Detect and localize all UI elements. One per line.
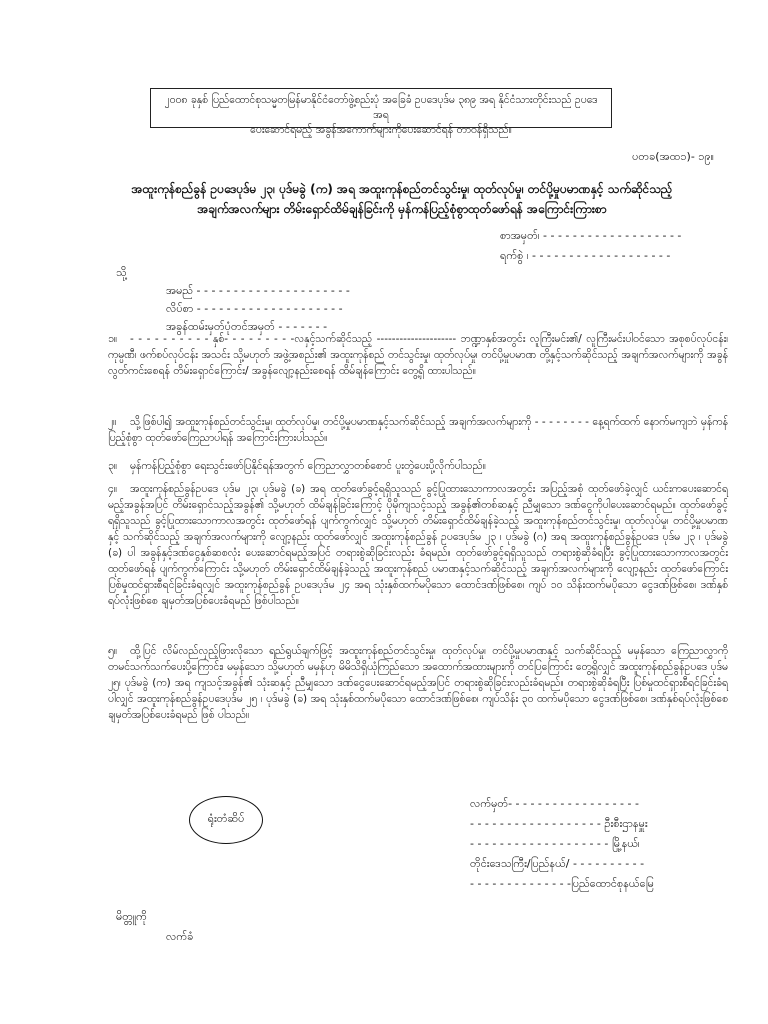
- signature-block: [470, 794, 750, 894]
- letter-date-field: ရက်စွဲ ၊ - - - - - - - - - - - - - - - - - - -: [500, 249, 671, 262]
- paragraph-text: သို့ဖြစ်ပါ၍ အထူးကုန်စည်တင်သွင်းမှု၊ ထုတ်လုပ်မှု၊ တင်ပို့မှုပမာဏနှင့်သက်ဆိုင်သည့် အချက်အလက်များကို - - - - - - - - နေ့ရက်ထက် နောက်မကျဘဲ မှန်ကန်ပြည့်စုံစွာ ထုတ်ဖော်ကြေညာပါရန် အကြောင်းကြားပါသည်။: [108, 416, 728, 444]
- title-line-2: အချက်အလက်များ တိမ်းရှောင်ထိမ်ချန်ခြင်းကို မှန်ကန်ပြည့်စုံစွာထုတ်ဖော်ရန် အကြောင်းကြားစာ: [197, 202, 607, 216]
- paragraph-number: ၃။: [108, 460, 118, 472]
- paragraph-number: ၄။: [108, 483, 118, 495]
- director-line: - - - - - - - - - - - - - - - - - - ဦးစီးဌာနမှူး: [470, 817, 648, 830]
- paragraph-number: ၅။: [108, 645, 118, 657]
- copy-recipient: လက်ခံ: [166, 930, 194, 943]
- paragraph-1: [108, 331, 728, 379]
- paragraph-number: ၂။: [108, 416, 117, 428]
- office-seal: [189, 796, 263, 844]
- paragraph-text: မှန်ကန်ပြည့်စုံစွာ ရေးသွင်းဖော်ပြနိုင်ရန်အတွက် ကြေညာလွှာတစ်စောင် ပူးတွဲပေးပို့လိုက်ပါသည်။: [130, 460, 486, 472]
- union-territory-line: - - - - - - - - - - - - - -ပြည်ထောင်စုနယ်မြေ: [470, 877, 654, 890]
- paragraph-text: ထို့ပြင် လိမ်လည်လှည့်ဖြားလိုသော ရည်ရွယ်ချက်ဖြင့် အထူးကုန်စည်တင်သွင်းမှု၊ ထုတ်လုပ်မှု၊ တင်ပို့မှုပမာဏနှင့် သက်ဆိုင်သည့် မမှန်သော ကြေညာလွှာကို တမင်သက်သက်ပေးပို့ကြောင်း၊ မမှန်သော သို့မဟုတ် မမှန်ဟု မိမိသိရှိယုံကြည်သော အထောက်အထားများကို တင်ပြကြောင်း တွေ့ရှိလျှင် အထူးကုန်စည်ခွန်ဥပဒေ ပုဒ်မ ၂၅၊ ပုဒ်မခွဲ (က) အရ ကျသင့်အခွန်၏ သုံးဆနှင့် ညီမျှသော ဒဏ်ငွေပေးဆောင်ရမည့်အပြင် တရားစွဲဆိုခြင်းလည်းခံရမည်။ တရားစွဲဆိုခံရပြီး ပြစ်မှုထင်ရှားစီရင်ခြင်းခံရပါလျှင် အထူးကုန်စည်ခွန်ဥပဒေပုဒ်မ ၂၅ ၊ ပုဒ်မခွဲ (ခ) အရ သုံးနှစ်ထက်မပိုသော ထောင်ဒဏ်ဖြစ်စေ၊ ကျပ်သိန်း ၃၀ ထက်မပိုသော ငွေဒဏ်ဖြစ်စေ၊ ဒဏ်နှစ်ရပ်လုံးဖြစ်စေ ချမှတ်အပြစ်ပေးခံရမည် ဖြစ် ပါသည်။: [108, 645, 728, 721]
- paragraph-2: [108, 414, 728, 446]
- addressee-name-field: အမည် - - - - - - - - - - - - - - - - - - - - -: [166, 284, 350, 297]
- form-reference-number: ပတခ(အထ၁)- ၁၉။: [632, 150, 714, 163]
- letter-meta: [500, 226, 760, 266]
- paragraph-number: ၁။: [108, 333, 118, 345]
- title-line-1: အထူးကုန်စည်ခွန် ဥပဒေပုဒ်မ ၂၃၊ ပုဒ်မခွဲ (က) အရ အထူးကုန်စည်တင်သွင်းမှု၊ ထုတ်လုပ်မှု၊ တင်ပို့မှုပမာဏနှင့် သက်ဆိုင်သည့်: [131, 182, 673, 196]
- office-seal-label: ရုံးတံဆိပ်: [207, 812, 245, 825]
- notice-line-1: ၂၀၀၈ ခုနှစ် ပြည်ထောင်စုသမ္မတမြန်မာနိုင်ငံတော်ဖွဲ့စည်းပုံ အခြေခံ ဥပဒေပုဒ်မ ၃၈၉ အရ နိုင်ငံသားတိုင်းသည် ဥပဒေအရ: [164, 94, 598, 121]
- addressee-address-field: လိပ်စာ - - - - - - - - - - - - - - - - - - - -: [166, 302, 343, 315]
- paragraph-3: [108, 458, 728, 474]
- paragraph-5: [108, 643, 728, 723]
- document-title: [92, 179, 712, 219]
- region-line: တိုင်းဒေသကြီး/ပြည်နယ်/ - - - - - - - - - -: [470, 857, 645, 870]
- paragraph-4: [108, 481, 728, 609]
- notice-line-2: ပေးဆောင်ရမည့် အခွန်အကောက်များကိုပေးဆောင်ရန် တာဝန်ရှိသည်။: [250, 124, 512, 136]
- paragraph-text: အထူးကုန်စည်ခွန်ဥပဒေ ပုဒ်မ ၂၃၊ ပုဒ်မခွဲ (ခ) အရ ထုတ်ဖော်ခွင့်ရရှိသူသည် ခွင့်ပြုထားသောကာလအတွင်း အပြည့်အစုံ ထုတ်ဖော်ခဲ့လျှင် ယင်းကပေးဆောင်ရမည့်အခွန်အပြင် တိမ်းရှောင်သည့်အခွန်၏ သို့မဟုတ် ထိမ်ချန်ခြင်းကြောင့် ပိုမိုကျသင့်သည့် အခွန်၏တစ်ဆနှင့် ညီမျှသော ဒဏ်ငွေကိုပါပေးဆောင်ရမည်။ ထုတ်ဖော်ခွင့်ရရှိသူသည် ခွင့်ပြုထားသောကာလအတွင်း ထုတ်ဖော်ရန် ပျက်ကွက်လျှင် သို့မဟုတ် တိမ်းရှောင်ထိမ်ချန်ခဲ့သည့် အထူးကုန်စည်တင်သွင်းမှု၊ ထုတ်လုပ်မှု၊ တင်ပို့မှုပမာဏနှင့် သက်ဆိုင်သည့် အချက်အလက်များကို လျော့နည်း ထုတ်ဖော်လျှင် အထူးကုန်စည်ခွန် ဥပဒေပုဒ်မ ၂၃ ၊ ပုဒ်မခွဲ (ဂ) အရ အထူးကုန်စည်ခွန်ဥပဒေ ပုဒ်မ ၂၃ ၊ ပုဒ်မခွဲ (ခ) ပါ အခွန်နှင့်ဒဏ်ငွေနှစ်ဆစလုံး ပေးဆောင်ရမည့်အပြင် တရားစွဲဆိုခြင်းလည်း ခံရမည်။ ထုတ်ဖော်ခွင့်ရရှိသူသည် တရားစွဲဆိုခံရပြီး ခွင့်ပြုထားသောကာလအတွင်း ထုတ်ဖော်ရန် ပျက်ကွက်ကြောင်း သို့မဟုတ် တိမ်းရှောင်ထိမ်ချန်ခဲ့သည့် အထူးကုန်စည် ပမာဏနှင့်သက်ဆိုင်သည့် အချက်အလက်များကို လျော့နည်း ထုတ်ဖော်ကြောင်း ပြစ်မှုထင်ရှားစီရင်ခြင်းခံရလျှင် အထူးကုန်စည်ခွန် ဥပဒေပုဒ်မ ၂၄ အရ သုံးနှစ်ထက်မပိုသော ထောင်ဒဏ်ဖြစ်စေ၊ ကျပ် ၁၀ သိန်းထက်မပိုသော ငွေဒဏ်ဖြစ်စေ၊ ဒဏ်နှစ်ရပ်လုံးဖြစ်စေ ချမှတ်အပြစ်ပေးခံရမည် ဖြစ်ပါသည်။: [108, 483, 728, 607]
- addressee-to-label: သို့: [116, 266, 127, 279]
- addressee-block: [166, 282, 350, 336]
- signature-line: လက်မှတ်- - - - - - - - - - - - - - - - - -: [470, 797, 639, 810]
- township-line: - - - - - - - - - - - - - - - - - - - မြို့နယ်၊: [470, 837, 640, 850]
- copy-to-label: မိတ္တူကို: [116, 910, 147, 923]
- letter-number-field: စာအမှတ်၊ - - - - - - - - - - - - - - - - - - -: [500, 229, 682, 242]
- paragraph-text: - - - - - - - - - - နှစ်- - - - - - - - -လနှင့်သက်ဆိုင်သည့် --------------------- ဘဏ္ဍာနှစ်အတွင်း လူကြီးမင်း၏/ လူကြီးမင်းပါဝင်သော အစုစပ်လုပ်ငန်း၊ ကုမ္ပဏီ၊ ဖက်စပ်လုပ်ငန်း အသင်း သို့မဟုတ် အဖွဲ့အစည်း၏ အထူးကုန်စည် တင်သွင်းမှု၊ ထုတ်လုပ်မှု၊ တင်ပို့မှုပမာဏ တို့နှင့်သက်ဆိုင်သည့် အချက်အလက်များကို အခွန်လွတ်ကင်းစေရန် တိမ်းရှောင်ကြောင်း/ အခွန်လျော့နည်းစေရန် ထိမ်ချန်ကြောင်း တွေ့ရှိ ထားပါသည်။: [108, 333, 728, 377]
- addressee-tax-id-field: အခွန်ထမ်းမှတ်ပုံတင်အမှတ် - - - - - - -: [166, 320, 328, 333]
- constitution-notice-box: [150, 88, 612, 136]
